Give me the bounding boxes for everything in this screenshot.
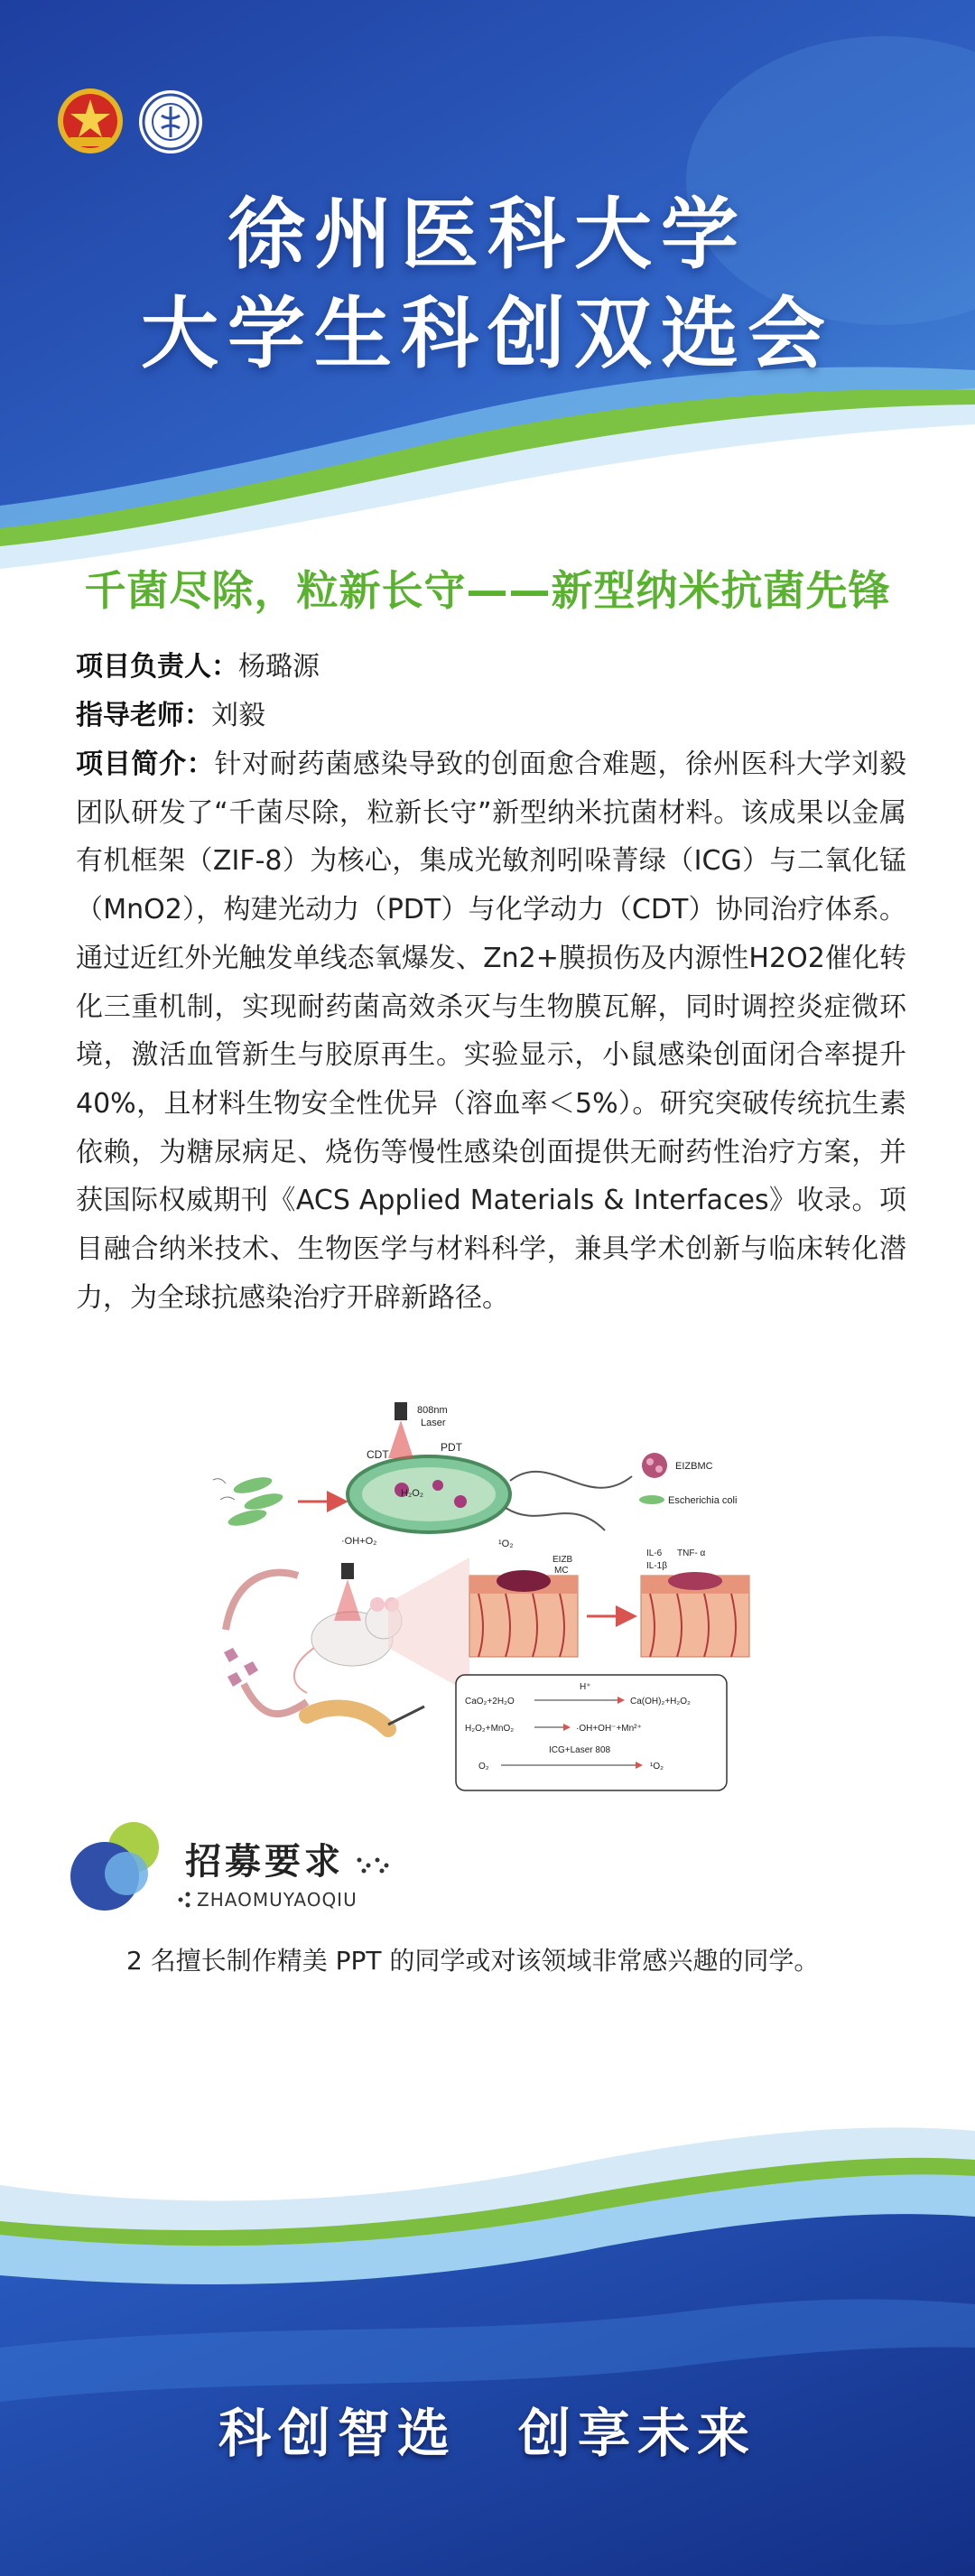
recruit-pinyin: ZHAOMUYAOQIU — [197, 1889, 358, 1911]
advisor-row — [76, 692, 906, 740]
fig-h2o2-label: H₂O₂ — [401, 1488, 424, 1499]
footer-slogan — [0, 2391, 975, 2467]
fig-eq3-mid: ICG+Laser 808 — [549, 1745, 611, 1755]
fig-eq2-right: ·OH+OH⁻+Mn²⁺ — [576, 1724, 642, 1734]
leader-row — [76, 643, 906, 692]
fig-eizbmc-label: EIZBMC — [675, 1461, 713, 1472]
title-line-1: 徐州医科大学 — [228, 190, 748, 280]
fig-ecoli-label: Escherichia coli — [668, 1495, 738, 1506]
mechanism-figure — [208, 1395, 794, 1797]
project-intro — [76, 740, 906, 1322]
fig-eizb-label: EIZB — [552, 1555, 573, 1565]
fig-eq2-left: H₂O₂+MnO₂ — [465, 1724, 515, 1734]
intro-label: 项目简介： — [76, 749, 215, 780]
fig-il1b-label: IL-1β — [646, 1561, 667, 1571]
bacteria-icon — [213, 1474, 284, 1530]
fig-cdt-label: CDT — [367, 1448, 389, 1461]
intro-text: 针对耐药菌感染导致的创面愈合难题，徐州医科大学刘毅团队研发了“千菌尽除，粒新长守”新型纳米抗菌材料。该成果以金属有机框架（ZIF-8）为核心，集成光敏剂吲哚菁绿（ICG）与二氧化锰（MnO2），构建光动力（PDT）与化学动力（CDT）协同治疗体系。通过近红外光触发单线态氧爆发、Zn2+膜损伤及内源性H2O2催化转化三重机制，实现耐药菌高效杀灭与生物膜瓦解，同时调控炎症微环境，激活血管新生与胶原再生。实验显示，小鼠感染创面闭合率提升40%，且材料生物安全性优异（溶血率＜5%）。研究突破传统抗生素依赖，为糖尿病足、烧伤等慢性感染创面提供无耐药性治疗方案，并获国际权威期刊《ACS Applied Materials & Interfaces》收录。项目融合纳米技术、生物医学与材料科学，兼具学术创新与临床转化潜力，为全球抗感染治疗开辟新路径。 — [76, 749, 907, 1314]
recruit-requirement: 2 名擅长制作精美 PPT 的同学或对该领域非常感兴趣的同学。 — [126, 1946, 820, 1976]
fig-eq1-right: Ca(OH)₂+H₂O₂ — [630, 1697, 691, 1706]
fig-il6-label: IL-6 — [646, 1548, 663, 1558]
skin-tissue-before — [469, 1570, 578, 1657]
fig-hplus-label: H⁺ — [580, 1682, 591, 1692]
university-logo — [137, 88, 204, 155]
youth-league-logo — [56, 87, 125, 155]
fig-eq3-right: ¹O₂ — [650, 1762, 664, 1772]
fig-singlet-label: ¹O₂ — [498, 1539, 514, 1549]
slogan-part-1: 科创智选 — [218, 2403, 457, 2464]
skin-tissue-after — [641, 1572, 749, 1657]
leader-value: 杨璐源 — [238, 651, 320, 683]
project-subtitle: 千菌尽除，粒新长守——新型纳米抗菌先锋 — [84, 566, 891, 615]
fig-eq1-left: CaO₂+2H₂O — [465, 1697, 515, 1706]
recruit-title: 招募要求 — [185, 1841, 344, 1883]
advisor-label: 指导老师： — [76, 700, 211, 731]
slogan-part-2: 创享未来 — [518, 2403, 757, 2464]
fig-laser-label: 808nm — [417, 1405, 448, 1416]
leader-label: 项目负责人： — [76, 651, 238, 683]
fig-laser-label-2: Laser — [421, 1418, 446, 1428]
title-line-2: 大学生科创双选会 — [141, 289, 834, 379]
fig-oh-label: ·OH+O₂ — [341, 1536, 377, 1547]
advisor-value: 刘毅 — [211, 700, 265, 731]
fig-pdt-label: PDT — [441, 1441, 462, 1454]
fig-eq3-left: O₂ — [478, 1762, 489, 1772]
fig-tnf-label: TNF- α — [677, 1548, 706, 1558]
fig-mc-label: MC — [554, 1566, 569, 1576]
